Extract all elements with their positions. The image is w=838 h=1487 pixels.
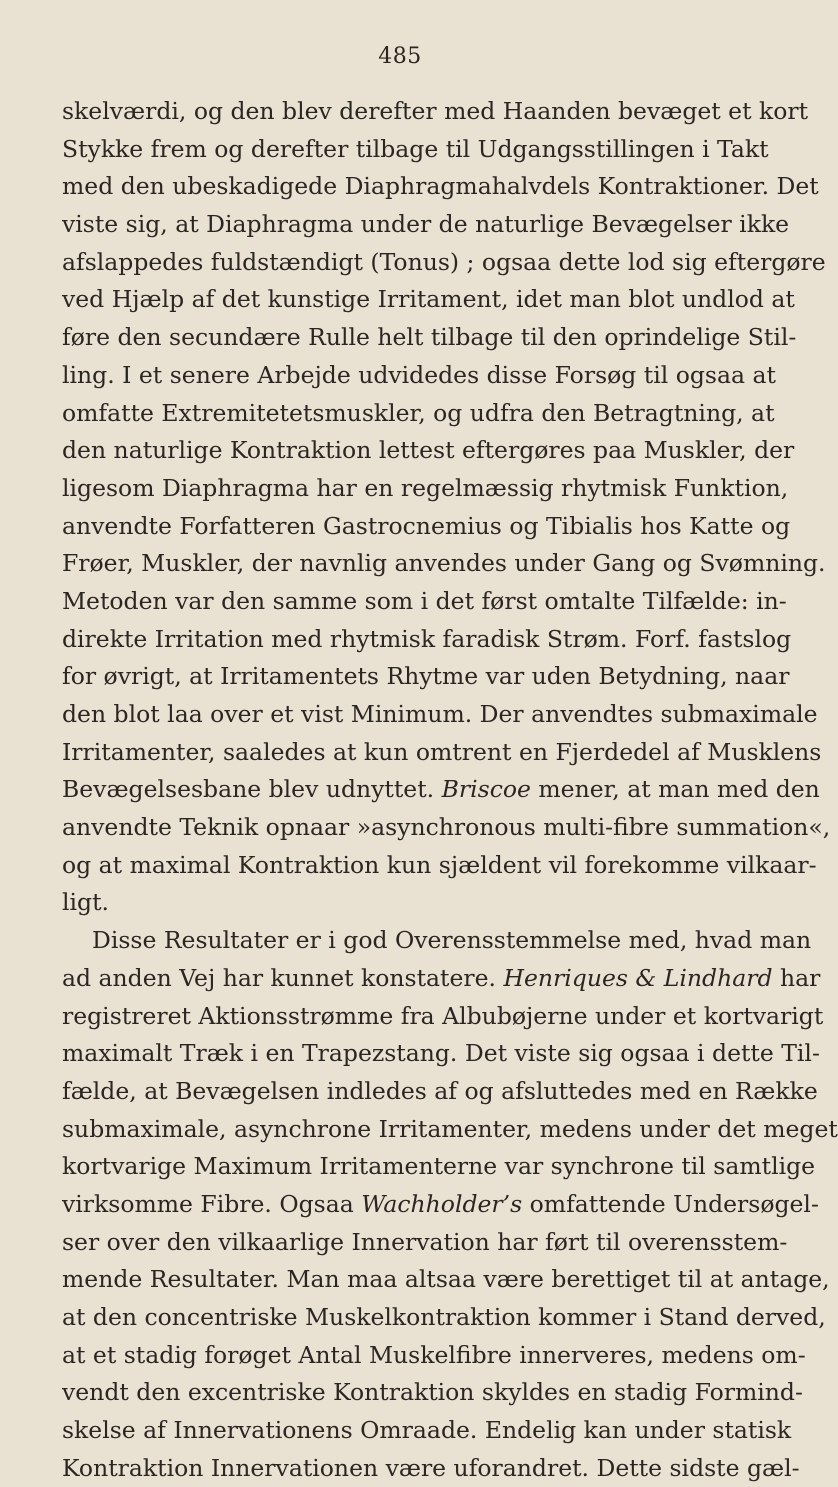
text-line: ser over den vilkaarlige Innervation har ført til overensstem-: [62, 1227, 788, 1256]
text-line: ved Hjælp af det kunstige Irritament, idet man blot undlod at: [62, 285, 795, 314]
author-name-italic: Wachholder’s: [361, 1189, 523, 1218]
text-line: viste sig, at Diaphragma under de naturlige Bevægelser ikke: [62, 210, 790, 239]
text-line: den blot laa over et vist Minimum. Der anvendtes submaximale: [62, 700, 818, 728]
text-line: at den concentriske Muskelkontraktion kommer i Stand derved,: [62, 1303, 826, 1331]
text-line: skelse af Innervationens Omraade. Endelig kan under statisk: [62, 1416, 792, 1445]
text-line: Irritamenter, saaledes at kun omtrent en Fjerdedel af Musklens: [62, 737, 822, 766]
author-name-italic: Briscoe: [441, 775, 531, 804]
text-line: maximalt Træk i en Trapezstang. Det viste sig ogsaa i dette Til-: [62, 1039, 820, 1068]
text-segment: virksomme Fibre. Ogsaa: [62, 1189, 354, 1218]
text-line: submaximale, asynchrone Irritamenter, medens under det meget: [62, 1114, 838, 1143]
text-line: ligesom Diaphragma har en regelmæssig rhytmisk Funktion,: [62, 473, 789, 502]
text-line: Kontraktion Innervationen være uforandret. Dette sidste gæl-: [62, 1453, 800, 1482]
text-line: direkte Irritation med rhytmisk faradisk Strøm. Forf. fastslog: [62, 624, 792, 653]
text-line: Metoden var den samme som i det først omtalte Tilfælde: in-: [62, 586, 787, 615]
text-line: med den ubeskadigede Diaphragmahalvdels Kontraktioner. Det: [62, 172, 819, 201]
text-segment: har: [772, 963, 821, 992]
text-line: ling. I et senere Arbejde udvidedes disse Forsøg til ogsaa at: [62, 360, 776, 389]
text-line: Stykke frem og derefter tilbage til Udgangsstillingen i Takt: [62, 134, 769, 163]
text-segment: mener, at man med den: [530, 775, 820, 804]
author-name-italic: Henriques & Lindhard: [503, 963, 773, 992]
text-line-with-italic: [62, 1186, 819, 1224]
text-line: fælde, at Bevægelsen indledes af og afsluttedes med en Række: [62, 1076, 818, 1105]
text-line: kortvarige Maximum Irritamenterne var synchrone til samtlige: [62, 1152, 816, 1181]
text-line: vendt den excentriske Kontraktion skyldes en stadig Formind-: [62, 1378, 803, 1407]
text-segment: Bevægelsesbane blev udnyttet.: [62, 775, 435, 804]
text-line: anvendte Teknik opnaar »asynchronous multi-fibre summation«,: [62, 813, 831, 842]
text-line: føre den secundære Rulle helt tilbage til den oprindelige Stil-: [62, 323, 797, 352]
text-line: omfatte Extremitetetsmuskler, og udfra den Betragtning, at: [62, 398, 775, 427]
text-line: afslappedes fuldstændigt (Tonus) ; ogsaa dette lod sig eftergøre: [62, 247, 826, 276]
text-line: for øvrigt, at Irritamentets Rhytme var uden Betydning, naar: [62, 662, 790, 691]
text-segment: ad anden Vej har kunnet konstatere.: [62, 963, 497, 992]
text-line: den naturlige Kontraktion lettest eftergøres paa Muskler, der: [62, 436, 795, 465]
text-segment: omfattende Undersøgel-: [522, 1189, 819, 1218]
paragraph-start-line: Disse Resultater er i god Overensstemmelse med, hvad man: [92, 926, 812, 955]
text-line: og at maximal Kontraktion kun sjældent vil forekomme vilkaar-: [62, 850, 817, 879]
text-line-with-italic: [62, 771, 820, 809]
page-number: 485: [378, 44, 422, 69]
text-line: registreret Aktionsstrømme fra Albubøjerne under et kortvarigt: [62, 1001, 824, 1030]
text-line: anvendte Forfatteren Gastrocnemius og Tibialis hos Katte og: [62, 511, 791, 540]
body-text: [62, 93, 838, 1487]
text-line: skelværdi, og den blev derefter med Haanden bevæget et kort: [62, 97, 809, 125]
text-line: Frøer, Muskler, der navnlig anvendes under Gang og Svømning.: [62, 549, 826, 578]
text-line-with-italic: [62, 960, 821, 998]
text-line: at et stadig forøget Antal Muskelfibre innerveres, medens om-: [62, 1340, 806, 1369]
text-line: ligt.: [62, 888, 109, 917]
text-line: mende Resultater. Man maa altsaa være berettiget til at antage,: [62, 1265, 830, 1294]
